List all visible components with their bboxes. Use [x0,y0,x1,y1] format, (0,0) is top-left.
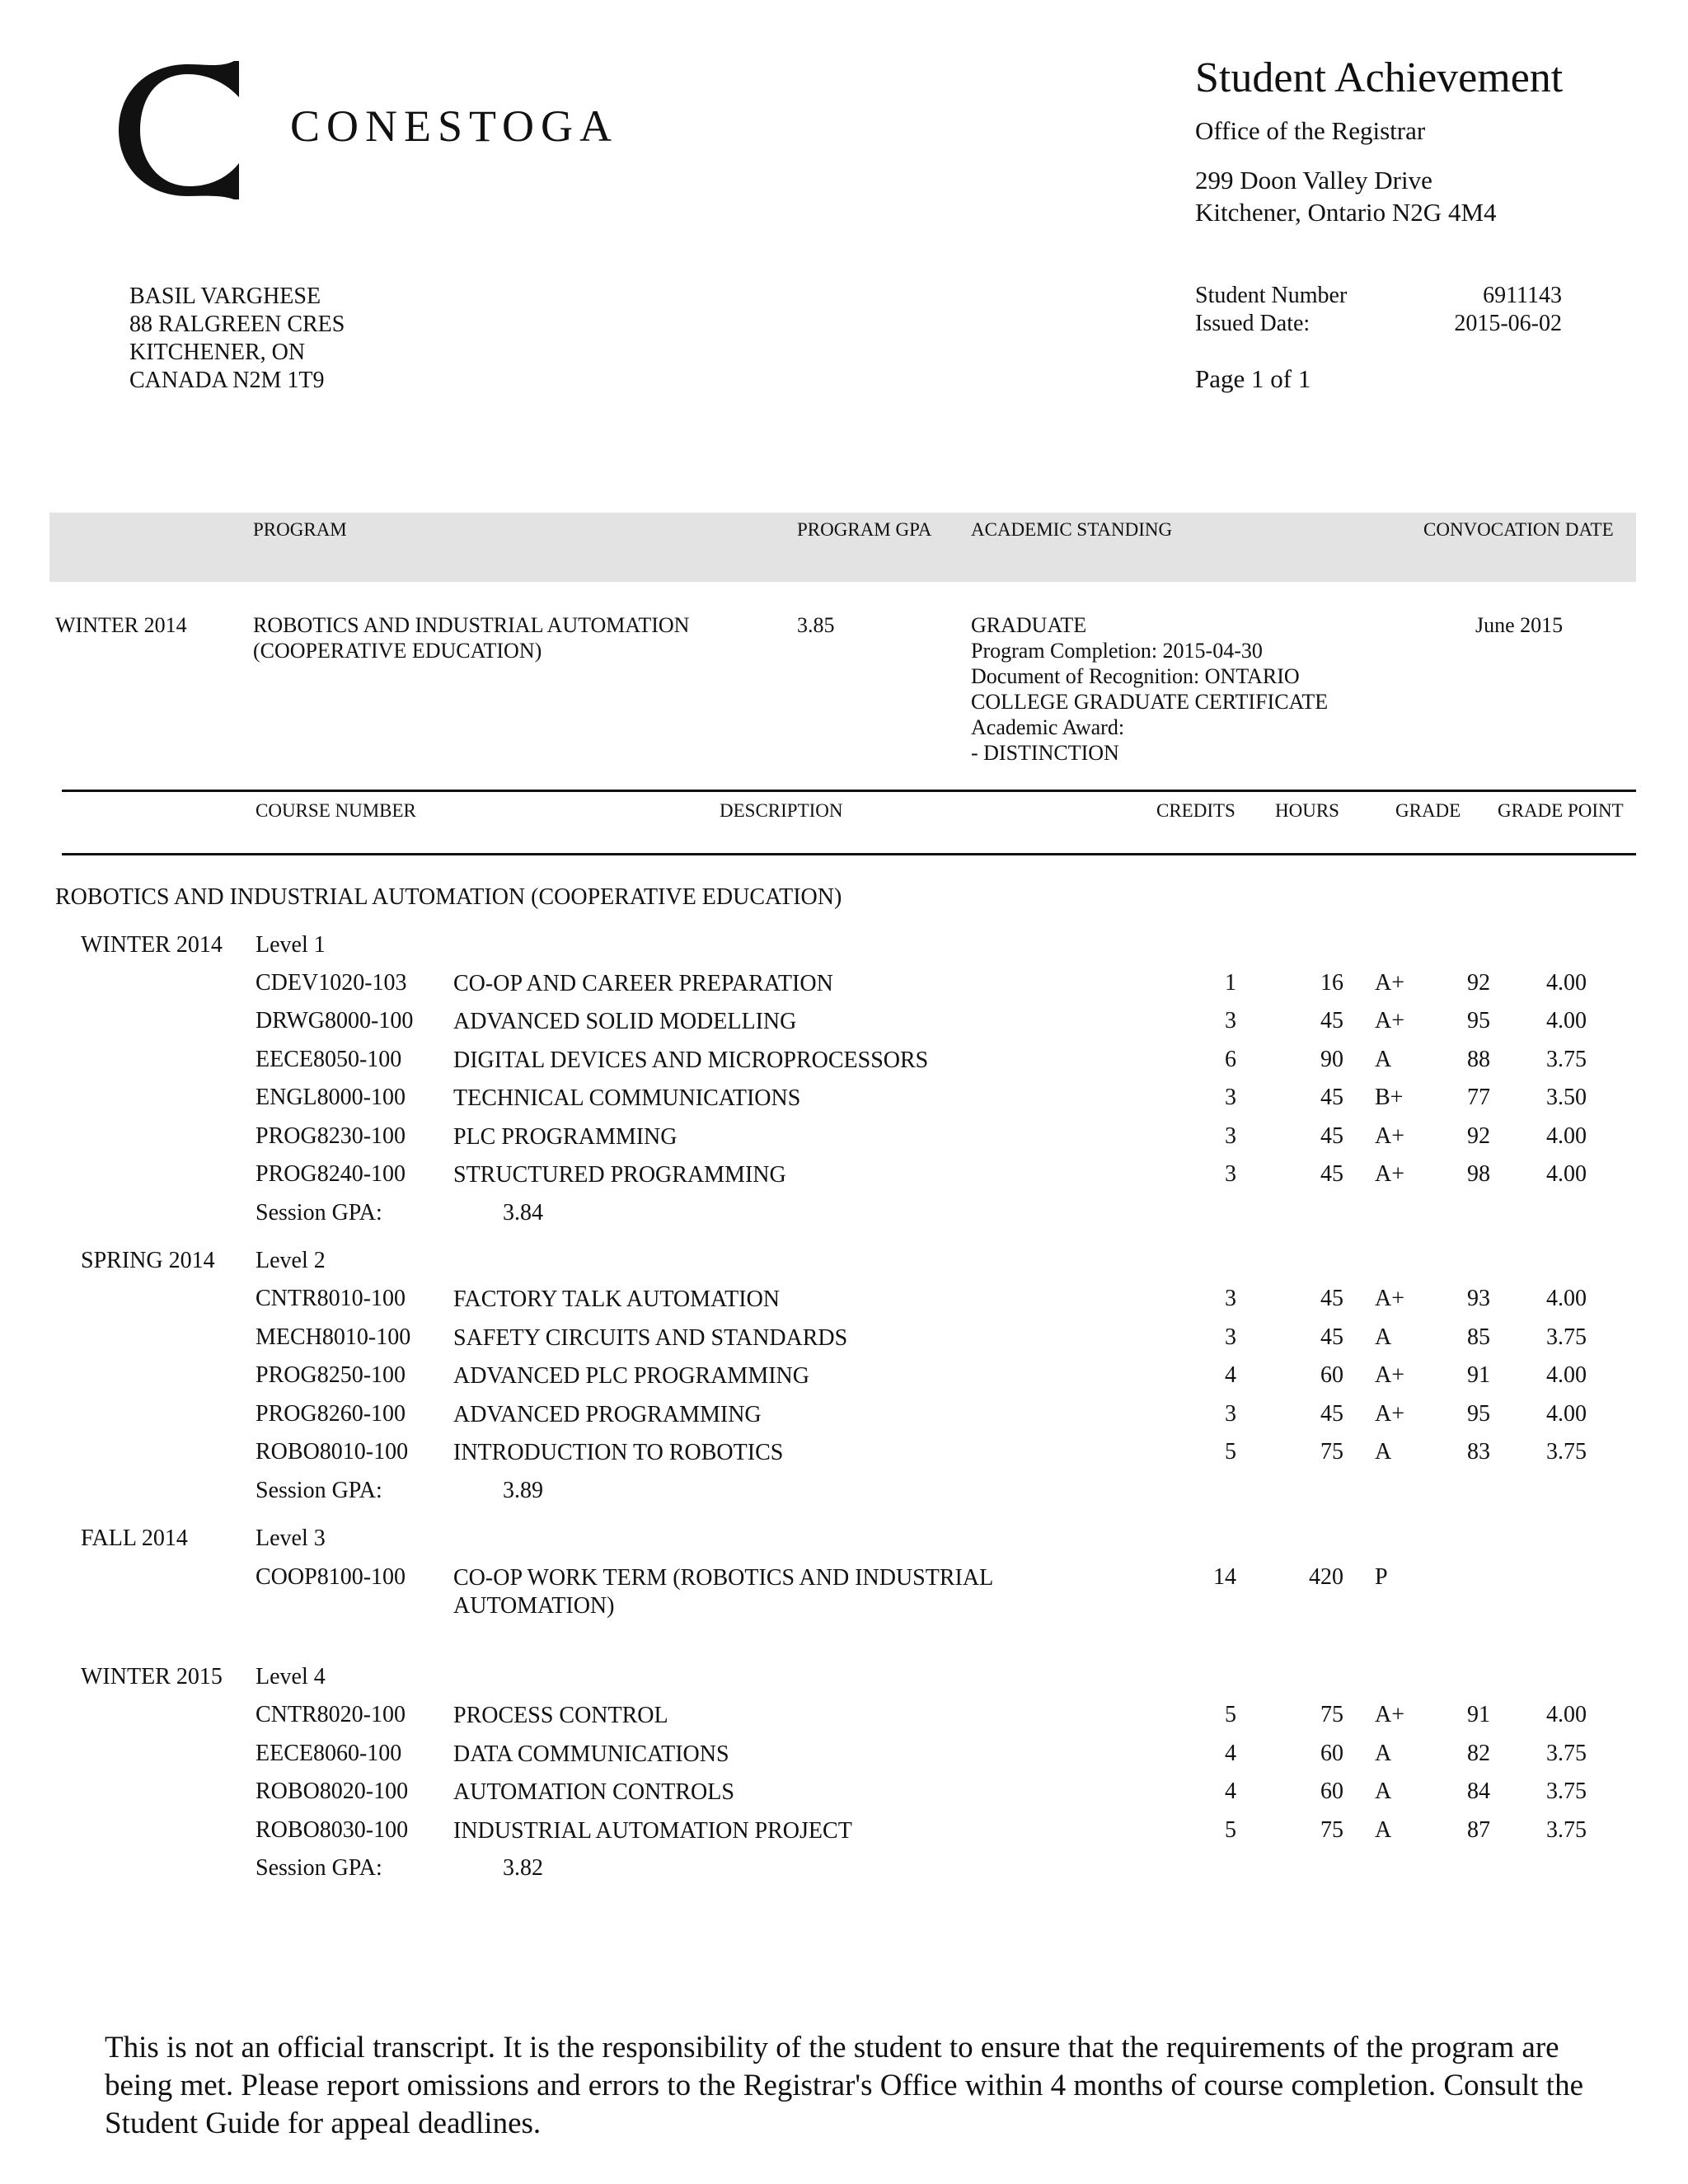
course-percent: 95 [1467,1008,1490,1033]
course-hours: 45 [1320,1123,1343,1149]
course-credits: 3 [1225,1085,1236,1110]
course-credits: 5 [1225,1702,1236,1727]
course-grade-point: 4.00 [1546,1008,1587,1033]
course-percent: 87 [1467,1817,1490,1843]
disclaimer-text: This is not an official transcript. It is the responsibility of the student to ensure that the requirements of the program are being met. Please report omissions and errors to the Registrar's Office within 4 months of course completion. Consult the Student Guide for appeal deadlines. [105,2031,1583,2140]
course-number: MECH8010-100 [256,1324,411,1350]
course-credits: 6 [1225,1047,1236,1072]
course-description: TECHNICAL COMMUNICATIONS [453,1085,801,1111]
course-number: CNTR8020-100 [256,1702,406,1727]
program-name-line1: ROBOTICS AND INDUSTRIAL AUTOMATION [253,613,690,637]
course-grade-point: 3.75 [1546,1741,1587,1766]
course-number: COOP8100-100 [256,1564,406,1590]
session-gpa-value: 3.82 [503,1855,543,1881]
session-gpa-value: 3.89 [503,1478,543,1503]
course-hours: 90 [1320,1047,1343,1072]
course-grade-point: 4.00 [1546,1286,1587,1311]
course-credits: 14 [1213,1564,1236,1590]
course-grade-point: 4.00 [1546,1362,1587,1388]
page-indicator: Page 1 of 1 [1195,364,1311,393]
course-credits: 3 [1225,1123,1236,1149]
student-number-value: 6911143 [1483,283,1562,308]
level-label: Level 2 [256,1248,326,1273]
course-credits: 4 [1225,1362,1236,1388]
course-percent: 88 [1467,1047,1490,1072]
course-number: PROG8230-100 [256,1123,406,1149]
course-percent: 95 [1467,1401,1490,1427]
course-description: CO-OP AND CAREER PREPARATION [453,971,833,996]
course-description: ADVANCED PLC PROGRAMMING [453,1363,809,1389]
course-grade-point: 3.75 [1546,1779,1587,1804]
hours-column-header: HOURS [1275,800,1339,821]
course-credits: 3 [1225,1286,1236,1311]
level-label: Level 3 [256,1526,326,1551]
course-credits: 4 [1225,1741,1236,1766]
course-grade: A [1375,1741,1392,1766]
course-hours: 45 [1320,1324,1343,1350]
course-grade: A+ [1375,1161,1405,1187]
table-top-rule [62,790,1636,792]
course-number: ENGL8000-100 [256,1085,406,1110]
course-hours: 75 [1320,1439,1343,1465]
course-description: ADVANCED PROGRAMMING [453,1402,762,1427]
issued-date-label: Issued Date: [1195,311,1311,336]
course-grade-point: 3.50 [1546,1085,1587,1110]
course-hours: 60 [1320,1362,1343,1388]
term-label: SPRING 2014 [81,1248,215,1273]
grade-column-header: GRADE [1395,800,1461,821]
convocation-date-column-header: CONVOCATION DATE [1423,519,1614,540]
course-credits: 5 [1225,1817,1236,1843]
course-grade-point: 3.75 [1546,1324,1587,1350]
office-address-line1: 299 Doon Valley Drive [1195,166,1432,194]
course-hours: 45 [1320,1008,1343,1033]
course-grade: A [1375,1779,1392,1804]
academic-standing-line: - DISTINCTION [971,741,1119,765]
course-percent: 92 [1467,1123,1490,1149]
student-number-label: Student Number [1195,283,1348,308]
course-grade: B+ [1375,1085,1404,1110]
course-number: CDEV1020-103 [256,970,407,996]
course-grade-point: 3.75 [1546,1817,1587,1843]
course-description: PROCESS CONTROL [453,1703,668,1728]
course-grade-point: 3.75 [1546,1439,1587,1465]
course-grade-point: 4.00 [1546,1702,1587,1727]
course-description: ADVANCED SOLID MODELLING [453,1009,797,1034]
office-name: Office of the Registrar [1195,116,1426,145]
course-section-program-name: ROBOTICS AND INDUSTRIAL AUTOMATION (COOPERATIVE EDUCATION) [55,884,842,910]
course-description: DATA COMMUNICATIONS [453,1741,729,1767]
issued-date-value: 2015-06-02 [1454,311,1562,336]
session-gpa-label: Session GPA: [256,1478,382,1503]
course-grade-point: 4.00 [1546,1123,1587,1149]
course-grade: A+ [1375,970,1405,996]
academic-standing-line: Document of Recognition: ONTARIO [971,664,1300,688]
course-description: INTRODUCTION TO ROBOTICS [453,1440,784,1465]
student-city: KITCHENER, ON [129,340,306,365]
course-number: CNTR8010-100 [256,1286,406,1311]
course-percent: 82 [1467,1741,1490,1766]
credits-column-header: CREDITS [1156,800,1236,821]
table-header-bottom-rule [62,853,1636,855]
course-hours: 60 [1320,1741,1343,1766]
course-percent: 77 [1467,1085,1490,1110]
course-grade-point: 3.75 [1546,1047,1587,1072]
course-credits: 3 [1225,1401,1236,1427]
course-grade: A [1375,1439,1392,1465]
course-number-column-header: COURSE NUMBER [256,800,416,821]
academic-standing-line: GRADUATE [971,613,1087,637]
course-hours: 45 [1320,1085,1343,1110]
course-percent: 98 [1467,1161,1490,1187]
course-grade: P [1375,1564,1388,1590]
program-gpa-value: 3.85 [797,613,835,637]
course-grade: A+ [1375,1401,1405,1427]
program-name-line2: (COOPERATIVE EDUCATION) [253,639,542,663]
course-hours: 60 [1320,1779,1343,1804]
course-grade: A+ [1375,1702,1405,1727]
course-grade: A [1375,1817,1392,1843]
course-number: EECE8060-100 [256,1741,402,1766]
course-description: INDUSTRIAL AUTOMATION PROJECT [453,1818,852,1844]
course-hours: 45 [1320,1161,1343,1187]
course-description: AUTOMATION CONTROLS [453,1779,734,1805]
student-country-postal: CANADA N2M 1T9 [129,368,325,393]
level-label: Level 4 [256,1664,326,1690]
program-gpa-column-header: PROGRAM GPA [797,519,932,540]
student-name: BASIL VARGHESE [129,284,321,309]
description-column-header: DESCRIPTION [720,800,843,821]
term-label: WINTER 2014 [81,932,223,958]
course-description: FACTORY TALK AUTOMATION [453,1286,781,1312]
office-address-line2: Kitchener, Ontario N2G 4M4 [1195,198,1497,227]
course-number: PROG8260-100 [256,1401,406,1427]
term-label: WINTER 2015 [81,1664,223,1690]
session-gpa-label: Session GPA: [256,1200,382,1226]
academic-standing-line: Academic Award: [971,715,1125,739]
course-credits: 3 [1225,1161,1236,1187]
course-percent: 84 [1467,1779,1490,1804]
logo-wordmark: CONESTOGA [290,101,619,151]
course-description: PLC PROGRAMMING [453,1124,678,1150]
course-description: DIGITAL DEVICES AND MICROPROCESSORS [453,1047,929,1073]
academic-standing-line: Program Completion: 2015-04-30 [971,639,1263,663]
course-grade: A+ [1375,1123,1405,1149]
course-credits: 4 [1225,1779,1236,1804]
course-number: EECE8050-100 [256,1047,402,1072]
course-grade: A+ [1375,1362,1405,1388]
course-credits: 3 [1225,1008,1236,1033]
course-hours: 45 [1320,1401,1343,1427]
program-term: WINTER 2014 [55,613,187,637]
academic-standing-column-header: ACADEMIC STANDING [971,519,1173,540]
course-grade: A+ [1375,1286,1405,1311]
course-percent: 91 [1467,1362,1490,1388]
course-credits: 3 [1225,1324,1236,1350]
course-grade: A [1375,1047,1392,1072]
conestoga-logo-icon [115,58,256,202]
course-number: DRWG8000-100 [256,1008,414,1033]
course-hours: 45 [1320,1286,1343,1311]
course-description: SAFETY CIRCUITS AND STANDARDS [453,1325,848,1351]
session-gpa-value: 3.84 [503,1200,543,1226]
course-grade-point: 4.00 [1546,970,1587,996]
course-number: ROBO8030-100 [256,1817,409,1843]
course-description: STRUCTURED PROGRAMMING [453,1162,786,1188]
course-percent: 85 [1467,1324,1490,1350]
grade-point-column-header: GRADE POINT [1498,800,1624,821]
program-column-header: PROGRAM [253,519,347,540]
course-grade: A+ [1375,1008,1405,1033]
term-label: FALL 2014 [81,1526,188,1551]
course-description: CO-OP WORK TERM (ROBOTICS AND INDUSTRIAL AUTOMATION) [453,1565,993,1619]
course-credits: 5 [1225,1439,1236,1465]
academic-standing-line: COLLEGE GRADUATE CERTIFICATE [971,690,1329,714]
course-percent: 83 [1467,1439,1490,1465]
course-number: PROG8250-100 [256,1362,406,1388]
course-hours: 420 [1309,1564,1343,1590]
student-street: 88 RALGREEN CRES [129,312,345,337]
course-credits: 1 [1225,970,1236,996]
course-grade-point: 4.00 [1546,1161,1587,1187]
course-percent: 93 [1467,1286,1490,1311]
convocation-date-value: June 2015 [1475,613,1564,637]
course-grade: A [1375,1324,1392,1350]
course-grade-point: 4.00 [1546,1401,1587,1427]
course-percent: 92 [1467,970,1490,996]
course-hours: 75 [1320,1702,1343,1727]
level-label: Level 1 [256,932,326,958]
course-number: ROBO8010-100 [256,1439,409,1465]
course-hours: 16 [1320,970,1343,996]
session-gpa-label: Session GPA: [256,1855,382,1881]
course-number: PROG8240-100 [256,1161,406,1187]
document-title: Student Achievement [1195,54,1564,101]
course-hours: 75 [1320,1817,1343,1843]
course-number: ROBO8020-100 [256,1779,409,1804]
course-percent: 91 [1467,1702,1490,1727]
